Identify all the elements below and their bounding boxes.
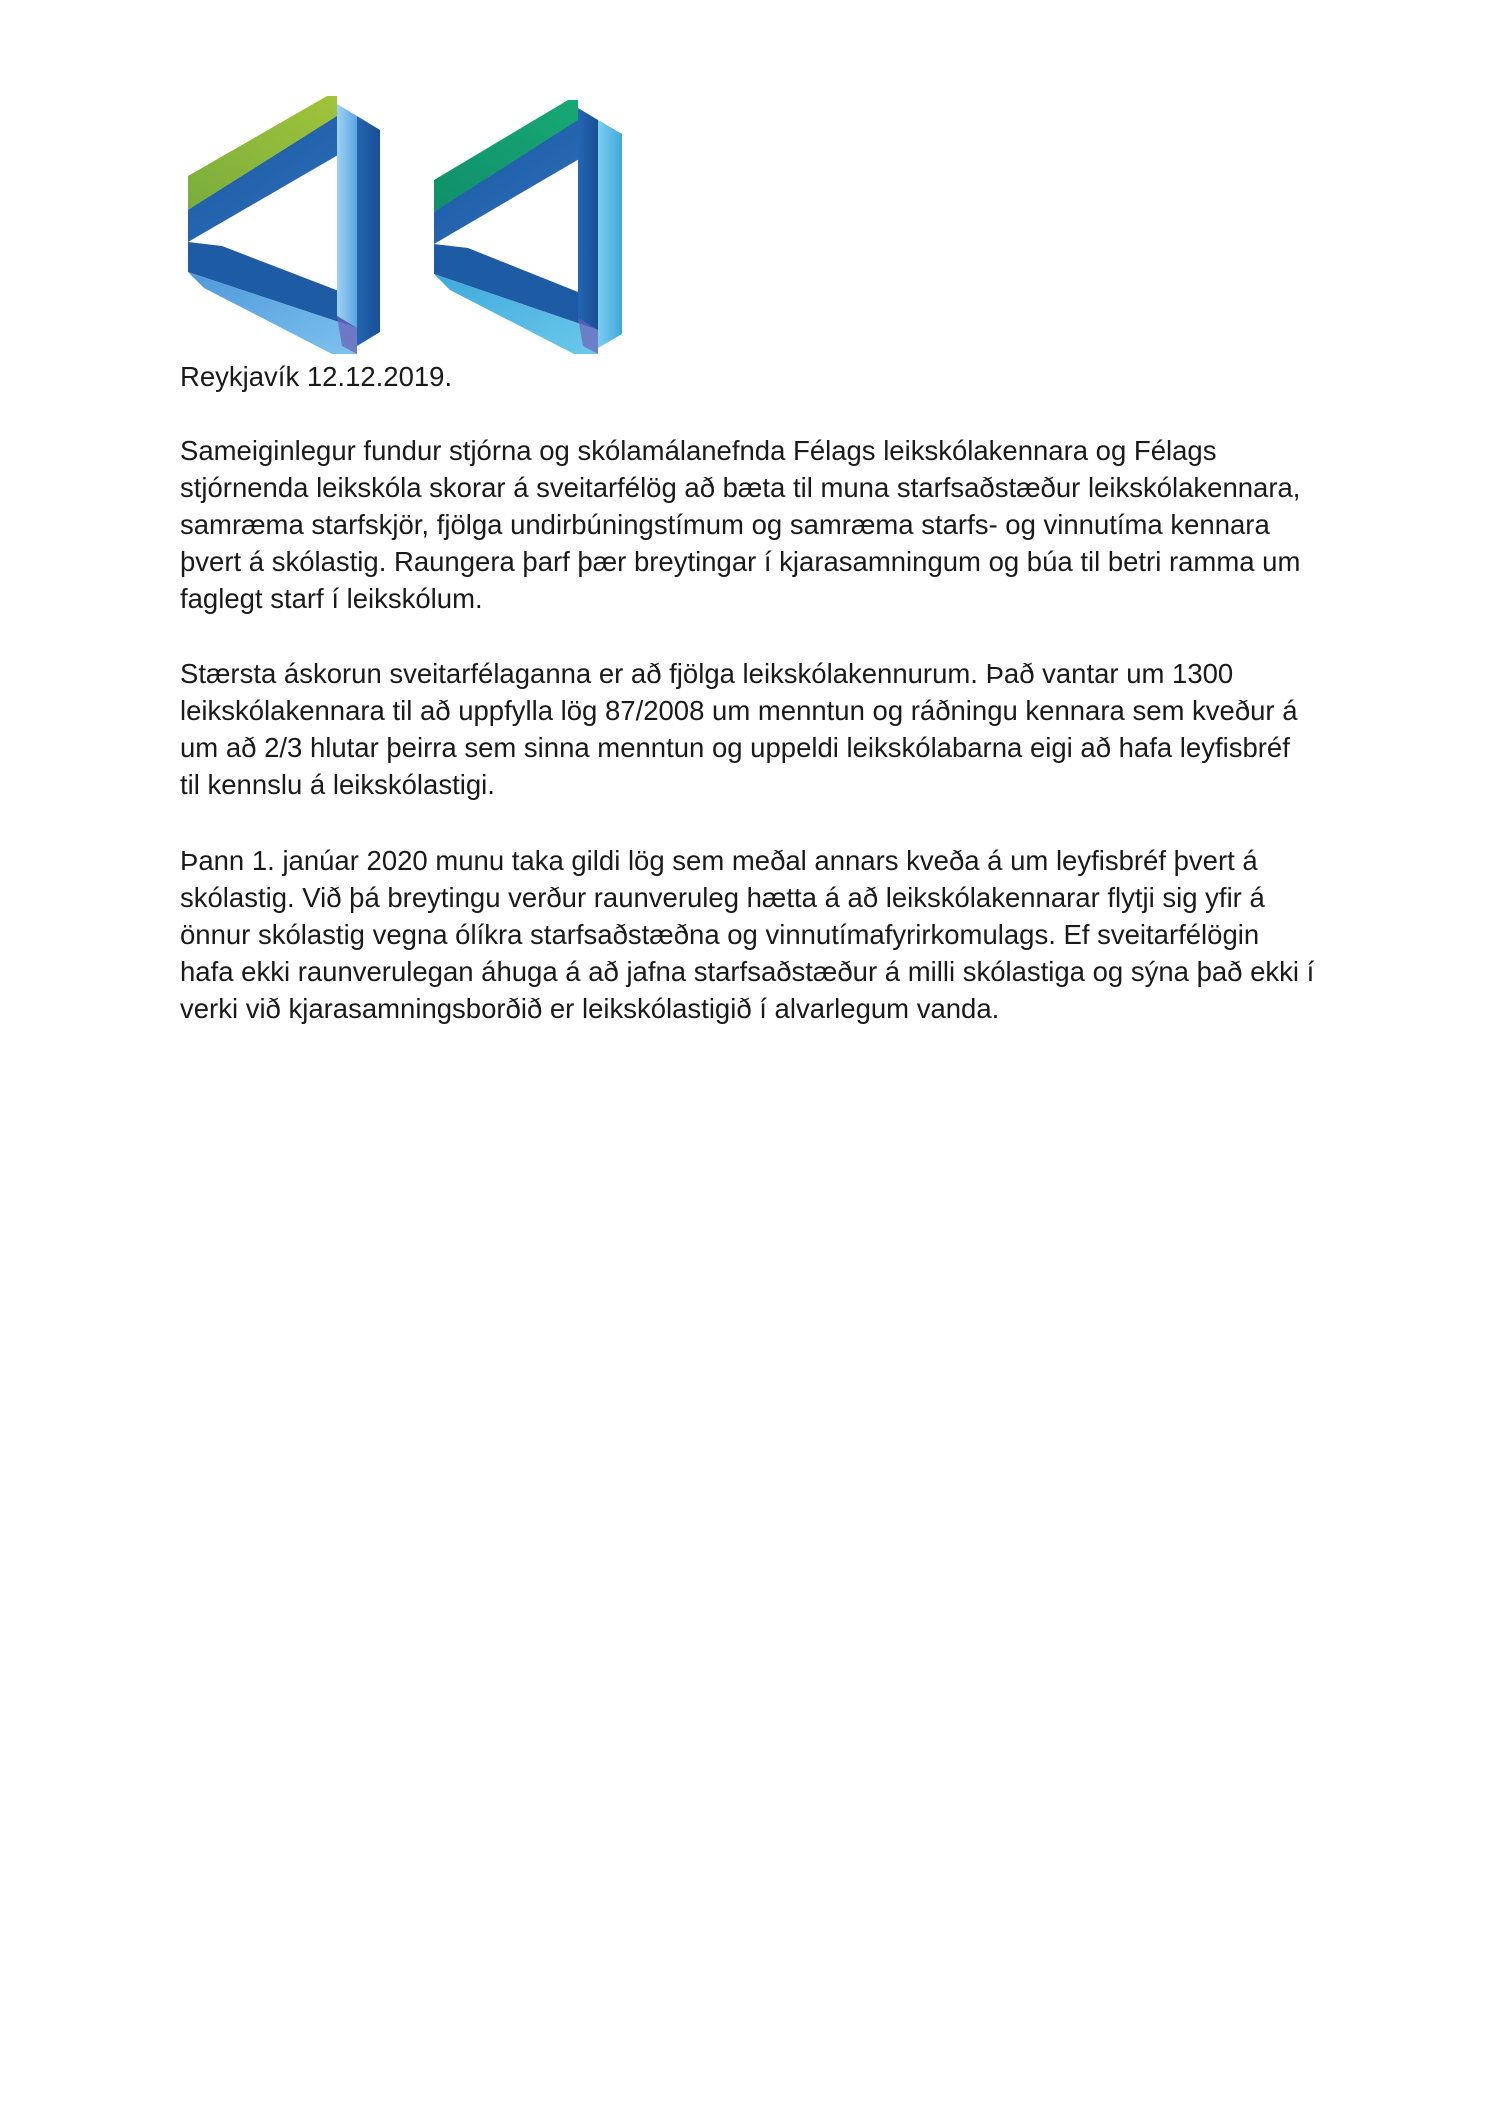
paragraph-text: Stærsta áskorun sveitarfélaganna er að fjölga leikskólakennurum. Það vantar um 1300 leikskólakennara til að uppfylla lög 87/2008 um menntun og ráðningu kennara sem kveður á um að 2/3 hlutar þeirra sem sinna menntun og uppeldi leikskólabarna eigi að hafa leyfisbréf til kennslu á leikskólastigi. xyxy=(180,658,1298,800)
letter-paragraph-2 xyxy=(180,655,1340,803)
letter-date xyxy=(180,358,1340,395)
triangle-ribbon-logo-green xyxy=(188,96,380,354)
paragraph-text: Þann 1. janúar 2020 munu taka gildi lög sem meðal annars kveða á um leyfisbréf þvert á skólastig. Við þá breytingu verður raunveruleg hætta á að leikskólakennarar flytji sig yfir á önnur skólastig vegna ólíkra starfsaðstæðna og vinnutímafyrirkomulags. Ef sveitarfélögin hafa ekki raunverulegan áhuga á að jafna starfsaðstæður á milli skólastiga og sýna það ekki í verki við kjarasamningsborðið er leikskólastigið í alvarlegum vanda. xyxy=(180,845,1315,1024)
date-line: Reykjavík 12.12.2019. xyxy=(180,361,453,392)
paragraph-text: Sameiginlegur fundur stjórna og skólamálanefnda Félags leikskólakennara og Félags stjórnenda leikskóla skorar á sveitarfélög að bæta til muna starfsaðstæður leikskólakennara, samræma starfskjör, fjölga undirbúningstímum og samræma starfs- og vinnutíma kennara þvert á skólastig. Raungera þarf þær breytingar í kjarasamningum og búa til betri ramma um faglegt starf í leikskólum. xyxy=(180,435,1301,614)
organization-logo xyxy=(182,96,652,354)
letter-paragraph-1 xyxy=(180,432,1340,617)
triangle-ribbon-logo-teal xyxy=(434,100,622,354)
letter-paragraph-3 xyxy=(180,842,1340,1027)
